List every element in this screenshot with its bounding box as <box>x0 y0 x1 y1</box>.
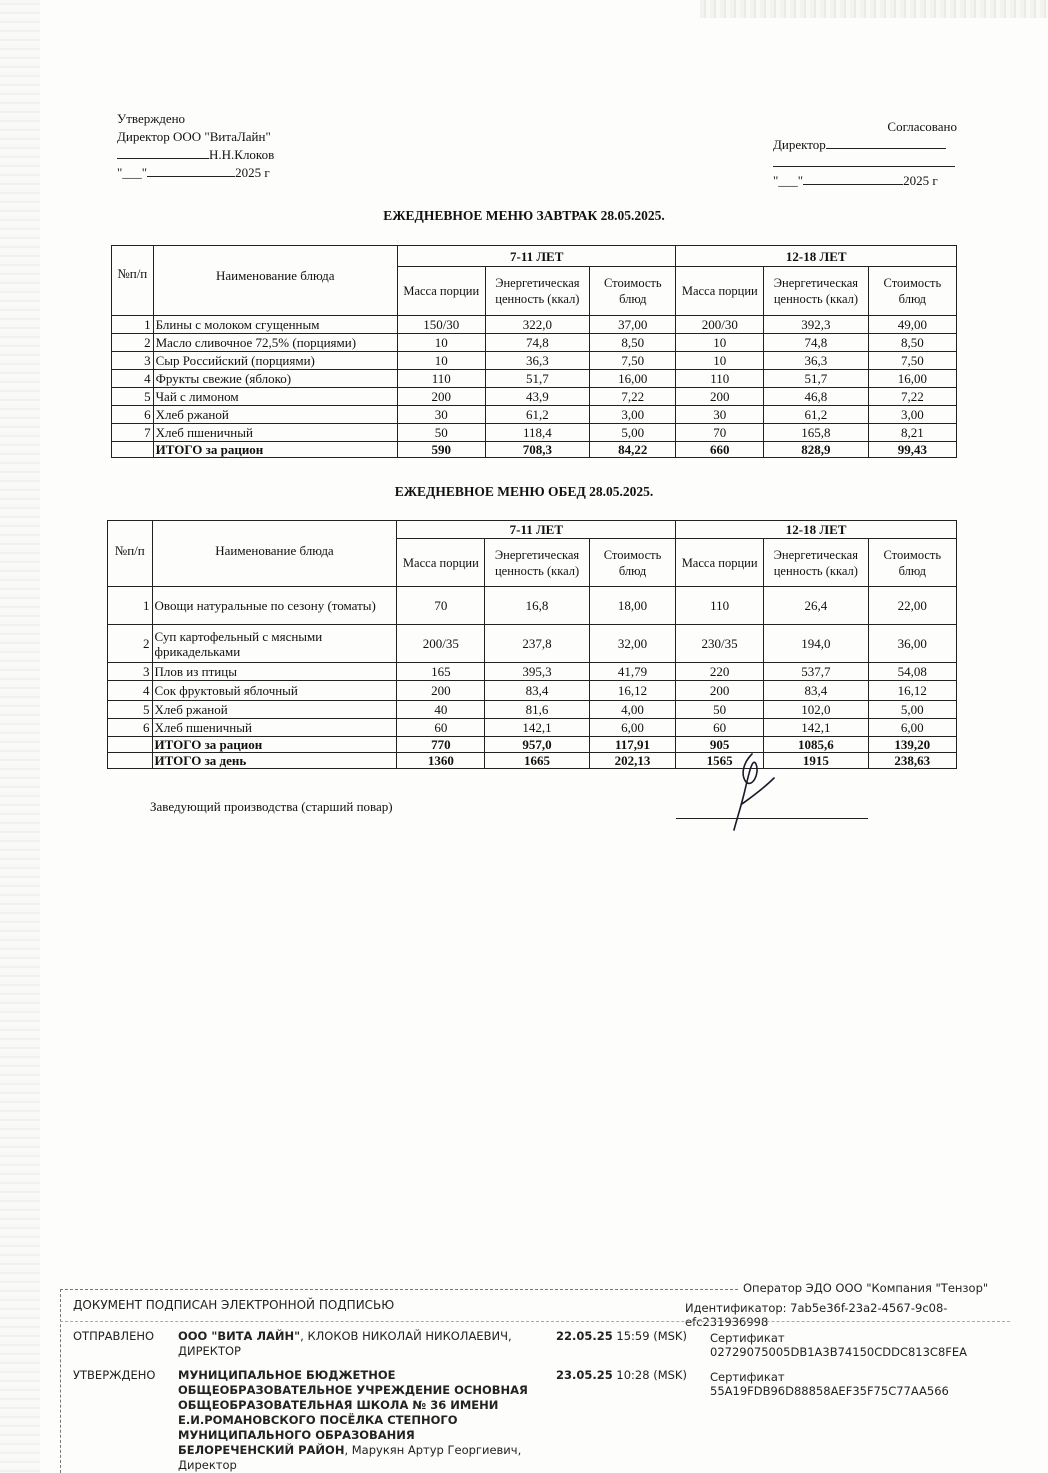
row-number: 2 <box>108 625 153 663</box>
dish-name: Сок фруктовый яблочный <box>152 681 397 701</box>
col-energy: Энергетическая ценность (ккал) <box>764 539 869 587</box>
mass-7-11: 150/30 <box>397 316 485 334</box>
col-num: №п/п <box>112 246 154 316</box>
mass-12-18: 200 <box>676 388 764 406</box>
dish-name: Суп картофельный с мясными фрикадельками <box>152 625 397 663</box>
table-row <box>108 625 957 663</box>
table-row <box>112 370 957 388</box>
lunch-title: ЕЖЕДНЕВНОЕ МЕНЮ ОБЕД 28.05.2025. <box>394 484 654 499</box>
dish-name: Чай с лимоном <box>153 388 397 406</box>
document-identifier: Идентификатор: 7ab5e36f-23a2-4567-9c08-efc231936998 <box>685 1301 948 1329</box>
mass-7-11: 200 <box>397 681 485 701</box>
mass-12-18: 220 <box>676 663 764 681</box>
mass-7-11: 10 <box>397 352 485 370</box>
day-total-row <box>108 753 957 769</box>
total-value: 1565 <box>676 753 764 769</box>
age-group-12-18: 12-18 ЛЕТ <box>676 246 957 267</box>
e-signature-stamp <box>60 1281 1020 1473</box>
approved-date-line: "___" 2025 г <box>117 165 270 180</box>
col-cost: Стоимость блюд <box>589 539 675 587</box>
mass-7-11: 30 <box>397 406 485 424</box>
energy-7-11: 51,7 <box>485 370 590 388</box>
mass-7-11: 10 <box>397 334 485 352</box>
total-label: ИТОГО за рацион <box>153 442 397 458</box>
row-number: 4 <box>112 370 154 388</box>
breakfast-rows <box>112 316 957 458</box>
total-value: 905 <box>676 737 764 753</box>
mass-7-11: 165 <box>397 663 485 681</box>
col-num: №п/п <box>108 521 153 587</box>
agreed-director-line: Директор <box>773 136 957 154</box>
approved-date-year: 2025 г <box>235 165 270 180</box>
energy-7-11: 142,1 <box>485 719 590 737</box>
lunch-table <box>107 520 957 769</box>
e-signature-title: ДОКУМЕНТ ПОДПИСАН ЭЛЕКТРОННОЙ ПОДПИСЬЮ <box>73 1298 395 1312</box>
cost-12-18: 36,00 <box>868 625 956 663</box>
agreed-date-line: "___" 2025 г <box>773 173 938 188</box>
col-mass: Масса порции <box>397 539 485 587</box>
energy-12-18: 51,7 <box>764 370 869 388</box>
row-number: 5 <box>112 388 154 406</box>
approved-label: УТВЕРЖДЕНО <box>73 1368 156 1382</box>
cost-12-18: 8,50 <box>868 334 956 352</box>
total-row <box>112 442 957 458</box>
energy-12-18: 392,3 <box>764 316 869 334</box>
breakfast-table <box>111 245 957 458</box>
total-value: 1915 <box>764 753 869 769</box>
cost-7-11: 4,00 <box>589 701 675 719</box>
dish-name: Овощи натуральные по сезону (томаты) <box>152 587 397 625</box>
table-row <box>108 663 957 681</box>
age-group-7-11: 7-11 ЛЕТ <box>397 246 676 267</box>
total-row <box>108 737 957 753</box>
cost-12-18: 7,50 <box>868 352 956 370</box>
row-number: 5 <box>108 701 153 719</box>
mass-7-11: 200 <box>397 388 485 406</box>
table-row <box>112 406 957 424</box>
table-row <box>108 681 957 701</box>
total-value: 590 <box>397 442 485 458</box>
sent-label: ОТПРАВЛЕНО <box>73 1329 155 1343</box>
cost-7-11: 8,50 <box>590 334 676 352</box>
total-label: ИТОГО за день <box>152 753 397 769</box>
cost-7-11: 7,22 <box>590 388 676 406</box>
energy-12-18: 74,8 <box>764 334 869 352</box>
row-number: 1 <box>112 316 154 334</box>
cost-12-18: 54,08 <box>868 663 956 681</box>
col-mass: Масса порции <box>397 267 485 316</box>
mass-12-18: 70 <box>676 424 764 442</box>
total-value: 1665 <box>485 753 590 769</box>
col-energy: Энергетическая ценность (ккал) <box>764 267 869 316</box>
col-cost: Стоимость блюд <box>868 539 956 587</box>
lunch-rows <box>108 587 957 769</box>
agreed-blank-line <box>773 154 957 172</box>
table-row <box>112 316 957 334</box>
handwritten-signature <box>722 748 782 832</box>
approved-datetime: 23.05.25 10:28 (MSK) <box>556 1368 687 1382</box>
dish-name: Хлеб ржаной <box>152 701 397 719</box>
approved-title: Утверждено <box>117 111 186 126</box>
cost-7-11: 7,50 <box>590 352 676 370</box>
total-value: 828,9 <box>764 442 869 458</box>
mass-7-11: 110 <box>397 370 485 388</box>
approved-certificate: Сертификат 55A19FDB96D88858AEF35F75C77AA566 <box>710 1370 949 1398</box>
age-group-7-11: 7-11 ЛЕТ <box>397 521 676 539</box>
total-value: 708,3 <box>485 442 590 458</box>
dish-name: Хлеб пшеничный <box>152 719 397 737</box>
approved-director: Директор ООО "ВитаЛайн" <box>117 129 271 144</box>
approved-block <box>117 110 274 182</box>
row-number <box>112 442 154 458</box>
row-number: 7 <box>112 424 154 442</box>
table-row <box>108 719 957 737</box>
cost-12-18: 16,12 <box>868 681 956 701</box>
energy-12-18: 83,4 <box>764 681 869 701</box>
row-number: 3 <box>108 663 153 681</box>
mass-12-18: 30 <box>676 406 764 424</box>
cost-7-11: 6,00 <box>589 719 675 737</box>
dish-name: Хлеб пшеничный <box>153 424 397 442</box>
dish-name: Блины с молоком сгущенным <box>153 316 397 334</box>
mass-12-18: 10 <box>676 334 764 352</box>
energy-7-11: 61,2 <box>485 406 590 424</box>
row-number: 4 <box>108 681 153 701</box>
mass-7-11: 70 <box>397 587 485 625</box>
col-cost: Стоимость блюд <box>590 267 676 316</box>
mass-12-18: 50 <box>676 701 764 719</box>
dish-name: Плов из птицы <box>152 663 397 681</box>
cost-7-11: 3,00 <box>590 406 676 424</box>
cost-12-18: 22,00 <box>868 587 956 625</box>
sent-datetime: 22.05.25 15:59 (MSK) <box>556 1329 687 1343</box>
mass-7-11: 40 <box>397 701 485 719</box>
mass-12-18: 110 <box>676 370 764 388</box>
energy-12-18: 46,8 <box>764 388 869 406</box>
energy-12-18: 61,2 <box>764 406 869 424</box>
edo-operator: Оператор ЭДО ООО "Компания "Тензор" <box>743 1281 989 1295</box>
col-name: Наименование блюда <box>153 246 397 316</box>
total-value: 139,20 <box>868 737 956 753</box>
energy-7-11: 43,9 <box>485 388 590 406</box>
energy-7-11: 395,3 <box>485 663 590 681</box>
table-row <box>108 587 957 625</box>
total-value: 1085,6 <box>764 737 869 753</box>
approved-organization: МУНИЦИПАЛЬНОЕ БЮДЖЕТНОЕ ОБЩЕОБРАЗОВАТЕЛЬНОЕ УЧРЕЖДЕНИЕ ОСНОВНАЯ ОБЩЕОБРАЗОВАТЕЛЬНАЯ ШКОЛА № 36 ИМЕНИ Е.И.РОМАНОВСКОГО ПОСЁЛКА СТЕПНОГО МУНИЦИПАЛЬНОГО ОБРАЗОВАНИЯ БЕЛОРЕЧЕНСКИЙ РАЙОН, Марукян Артур Георгиевич, Директор <box>178 1368 528 1472</box>
energy-7-11: 118,4 <box>485 424 590 442</box>
energy-12-18: 36,3 <box>764 352 869 370</box>
approved-signer-line <box>117 146 274 164</box>
row-number: 6 <box>112 406 154 424</box>
cost-7-11: 18,00 <box>589 587 675 625</box>
energy-7-11: 74,8 <box>485 334 590 352</box>
breakfast-title: ЕЖЕДНЕВНОЕ МЕНЮ ЗАВТРАК 28.05.2025. <box>383 208 665 223</box>
total-value: 1360 <box>397 753 485 769</box>
mass-12-18: 200 <box>676 681 764 701</box>
cost-12-18: 5,00 <box>868 701 956 719</box>
mass-7-11: 200/35 <box>397 625 485 663</box>
mass-12-18: 110 <box>676 587 764 625</box>
table-row <box>108 701 957 719</box>
col-mass: Масса порции <box>676 539 764 587</box>
row-number <box>108 753 153 769</box>
energy-7-11: 81,6 <box>485 701 590 719</box>
energy-12-18: 165,8 <box>764 424 869 442</box>
cost-7-11: 16,00 <box>590 370 676 388</box>
cost-7-11: 37,00 <box>590 316 676 334</box>
dish-name: Сыр Российский (порциями) <box>153 352 397 370</box>
table-row <box>112 334 957 352</box>
col-energy: Энергетическая ценность (ккал) <box>485 539 590 587</box>
cost-12-18: 7,22 <box>868 388 956 406</box>
col-mass: Масса порции <box>676 267 764 316</box>
energy-12-18: 26,4 <box>764 587 869 625</box>
row-number: 2 <box>112 334 154 352</box>
mass-12-18: 60 <box>676 719 764 737</box>
cost-7-11: 16,12 <box>589 681 675 701</box>
total-value: 238,63 <box>868 753 956 769</box>
mass-12-18: 230/35 <box>676 625 764 663</box>
row-number: 6 <box>108 719 153 737</box>
total-value: 957,0 <box>485 737 590 753</box>
agreed-date-year: 2025 г <box>903 173 938 188</box>
energy-7-11: 322,0 <box>485 316 590 334</box>
sent-certificate: Сертификат 02729075005DB1A3B74150CDDC813C8FEA <box>710 1331 968 1359</box>
cost-7-11: 41,79 <box>589 663 675 681</box>
total-value: 117,91 <box>589 737 675 753</box>
row-number <box>108 737 153 753</box>
cost-12-18: 3,00 <box>868 406 956 424</box>
cost-7-11: 32,00 <box>589 625 675 663</box>
total-value: 99,43 <box>868 442 956 458</box>
cost-12-18: 49,00 <box>868 316 956 334</box>
energy-7-11: 83,4 <box>485 681 590 701</box>
mass-12-18: 10 <box>676 352 764 370</box>
agreed-block <box>773 118 957 190</box>
col-energy: Энергетическая ценность (ккал) <box>485 267 590 316</box>
approved-signer: Н.Н.Клоков <box>209 147 275 162</box>
energy-7-11: 36,3 <box>485 352 590 370</box>
cost-12-18: 16,00 <box>868 370 956 388</box>
energy-7-11: 16,8 <box>485 587 590 625</box>
mass-7-11: 60 <box>397 719 485 737</box>
col-cost: Стоимость блюд <box>868 267 956 316</box>
mass-12-18: 200/30 <box>676 316 764 334</box>
col-name: Наименование блюда <box>152 521 397 587</box>
age-group-12-18: 12-18 ЛЕТ <box>676 521 957 539</box>
energy-12-18: 102,0 <box>764 701 869 719</box>
dish-name: Хлеб ржаной <box>153 406 397 424</box>
scan-top-noise <box>700 0 1048 18</box>
sent-organization: ООО "ВИТА ЛАЙН", КЛОКОВ НИКОЛАЙ НИКОЛАЕВИЧ, ДИРЕКТОР <box>178 1329 512 1358</box>
row-number: 3 <box>112 352 154 370</box>
energy-12-18: 194,0 <box>764 625 869 663</box>
total-value: 84,22 <box>590 442 676 458</box>
total-value: 770 <box>397 737 485 753</box>
cost-12-18: 6,00 <box>868 719 956 737</box>
row-number: 1 <box>108 587 153 625</box>
energy-7-11: 237,8 <box>485 625 590 663</box>
total-value: 660 <box>676 442 764 458</box>
table-row <box>112 388 957 406</box>
total-value: 202,13 <box>589 753 675 769</box>
cost-7-11: 5,00 <box>590 424 676 442</box>
mass-7-11: 50 <box>397 424 485 442</box>
dish-name: Масло сливочное 72,5% (порциями) <box>153 334 397 352</box>
agreed-title: Согласовано <box>887 119 957 134</box>
total-label: ИТОГО за рацион <box>152 737 397 753</box>
cost-12-18: 8,21 <box>868 424 956 442</box>
production-manager-label: Заведующий производства (старший повар) <box>150 799 393 814</box>
table-row <box>112 352 957 370</box>
energy-12-18: 537,7 <box>764 663 869 681</box>
dish-name: Фрукты свежие (яблоко) <box>153 370 397 388</box>
energy-12-18: 142,1 <box>764 719 869 737</box>
table-row <box>112 424 957 442</box>
